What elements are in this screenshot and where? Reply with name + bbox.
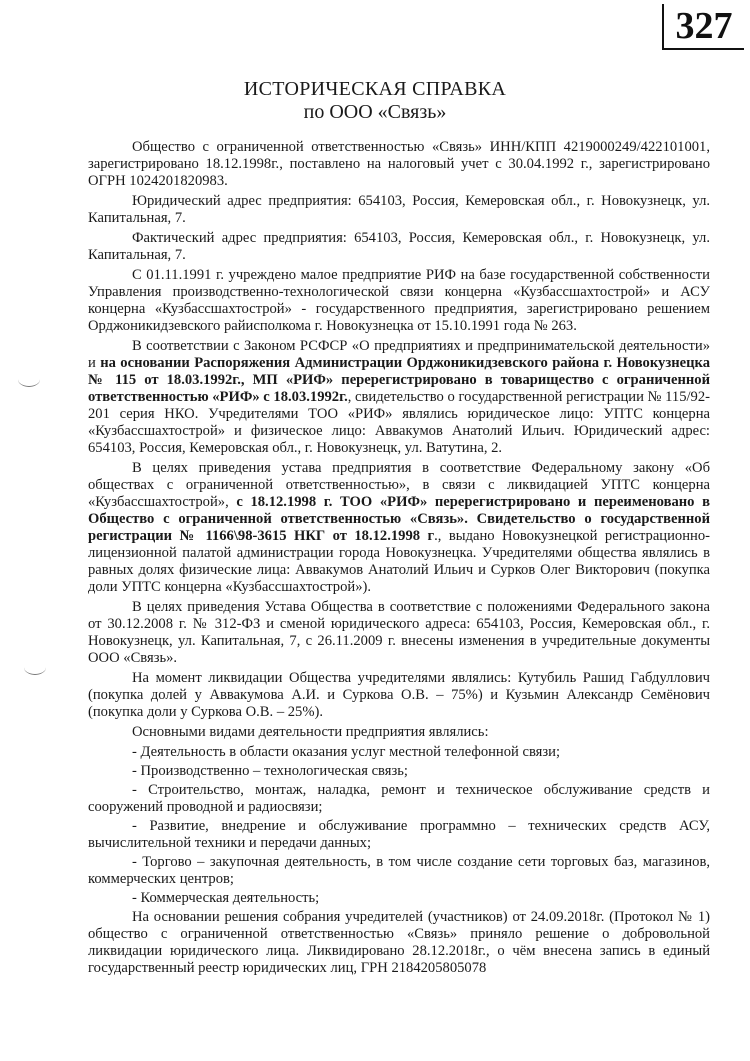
paragraph-liquidation: На основании решения собрания учредителей (участников) от 24.09.2018г. (Протокол № 1) общество с ограниченной ответственностью «Связь» приняло решение о добровольной ликвидации юридического лица. Ликвидировано 28.12.2018г., о чём внесена запись в единый государственный реестр юридических лиц, ГРН 2184205805078 <box>88 909 710 976</box>
text-segment: В соответствии с Законом РСФСР «О предприятиях и предпринимательской деятельности» и <box>88 338 710 371</box>
paragraph-founders: На момент ликвидации Общества учредителями являлись: Кутубиль Рашид Габдуллович (покупка долей у Аввакумова А.И. и Суркова О.В. – 75%) и Кузьмин Александр Семёнович (покупка доли у Суркова О.В. – 25%). <box>88 670 710 720</box>
activity-item: - Торгово – закупочная деятельность, в том числе создание сети торговых баз, магазинов, коммерческих центров; <box>88 854 710 887</box>
paragraph-reregistration-ooo <box>88 460 710 596</box>
document-body <box>88 139 710 980</box>
document-title: ИСТОРИЧЕСКАЯ СПРАВКА <box>243 78 507 100</box>
punch-hole-mark <box>18 372 40 387</box>
activity-item: - Деятельность в области оказания услуг местной телефонной связи; <box>132 744 561 760</box>
punch-hole-mark <box>24 660 46 675</box>
activity-item: - Производственно – технологическая связь; <box>132 763 408 779</box>
activity-item: - Коммерческая деятельность; <box>132 890 320 906</box>
paragraph-legal-address: Юридический адрес предприятия: 654103, Россия, Кемеровская обл., г. Новокузнецк, ул. Капитальная, 7. <box>88 193 710 226</box>
paragraph-registration: Общество с ограниченной ответственностью «Связь» ИНН/КПП 4219000249/422101001, зарегистрировано 18.12.1998г., поставлено на налоговый учет с 30.04.1992 г., зарегистрировано ОГРН 1024201820983. <box>88 139 710 189</box>
bold-segment: с 18.12.1998 г. ТОО «РИФ» перерегистрировано и переименовано в Общество с ограниченной ответственностью «Связь». Свидетельство о государственной регистрации № 1166\98-3615 НКГ от 18.12.1998 г <box>88 494 710 544</box>
paragraph-activities-intro: Основными видами деятельности предприятия являлись: <box>132 724 489 740</box>
activity-item: - Развитие, внедрение и обслуживание программно – технических средств АСУ, вычислительной техники и передачи данных; <box>88 818 710 851</box>
paragraph-charter-update: В целях приведения Устава Общества в соответствие с положениями Федерального закона от 30.12.2008 г. № 312-ФЗ и сменой юридического адреса: 654103, Россия, Кемеровская обл., г. Новокузнецк, ул. Капитальная, 7, с 26.11.2009 г. внесены изменения в учредительные документы ООО «Связь». <box>88 599 710 666</box>
page-number-stamp: 327 <box>662 4 744 50</box>
bold-segment: на основании Распоряжения Администрации Орджоникидзевского района г. Новокузнецка № 115 от 18.03.1992г., МП «РИФ» перерегистрировано в товарищество с ограниченной ответственностью «РИФ» с 18.03.1992г. <box>88 355 710 405</box>
text-segment: ., выдано Новокузнецкой регистрационно-лицензионной палатой администрации города Новокузнецка. Учредителями общества являлись в равных долях физические лица: Аввакумов Анатолий Ильич и Сурков Олег Викторович (покупка доли УПТС концерна «Кузбассшахтострой»). <box>88 528 710 595</box>
text-segment: , свидетельство о государственной регистрации № 115/92-201 серия НКО. Учредителями ТОО «РИФ» являлись юридическое лицо: УПТС концерна «Кузбассшахтострой» и физическое лицо: Аввакумов Анатолий Ильич. Юридический адрес: 654103, Россия, Кемеровская обл., г. Новокузнецк, ул. Ватутина, 2. <box>88 389 710 456</box>
activity-item: - Строительство, монтаж, наладка, ремонт и техническое обслуживание средств и сооружений проводной и радиосвязи; <box>88 782 710 815</box>
paragraph-founding: С 01.11.1991 г. учреждено малое предприятие РИФ на базе государственной собственности Управления производственно-технологической связи концерна «Кузбассшахтострой» и АСУ концерна «Кузбассшахтострой» - государственного предприятия, зарегистрировано решением Орджоникидзевского райисполкома г. Новокузнецка от 15.10.1991 года № 263. <box>88 267 710 334</box>
paragraph-actual-address: Фактический адрес предприятия: 654103, Россия, Кемеровская обл., г. Новокузнецк, ул. Капитальная, 7. <box>88 230 710 263</box>
document-subtitle: по ООО «Связь» <box>303 101 447 123</box>
paragraph-reregistration-too <box>88 338 710 457</box>
text-segment: В целях приведения устава предприятия в соответствие Федеральному закону «Об обществах с ограниченной ответственностью», в связи с ликвидацией УПТС концерна «Кузбассшахтострой», <box>88 460 710 510</box>
